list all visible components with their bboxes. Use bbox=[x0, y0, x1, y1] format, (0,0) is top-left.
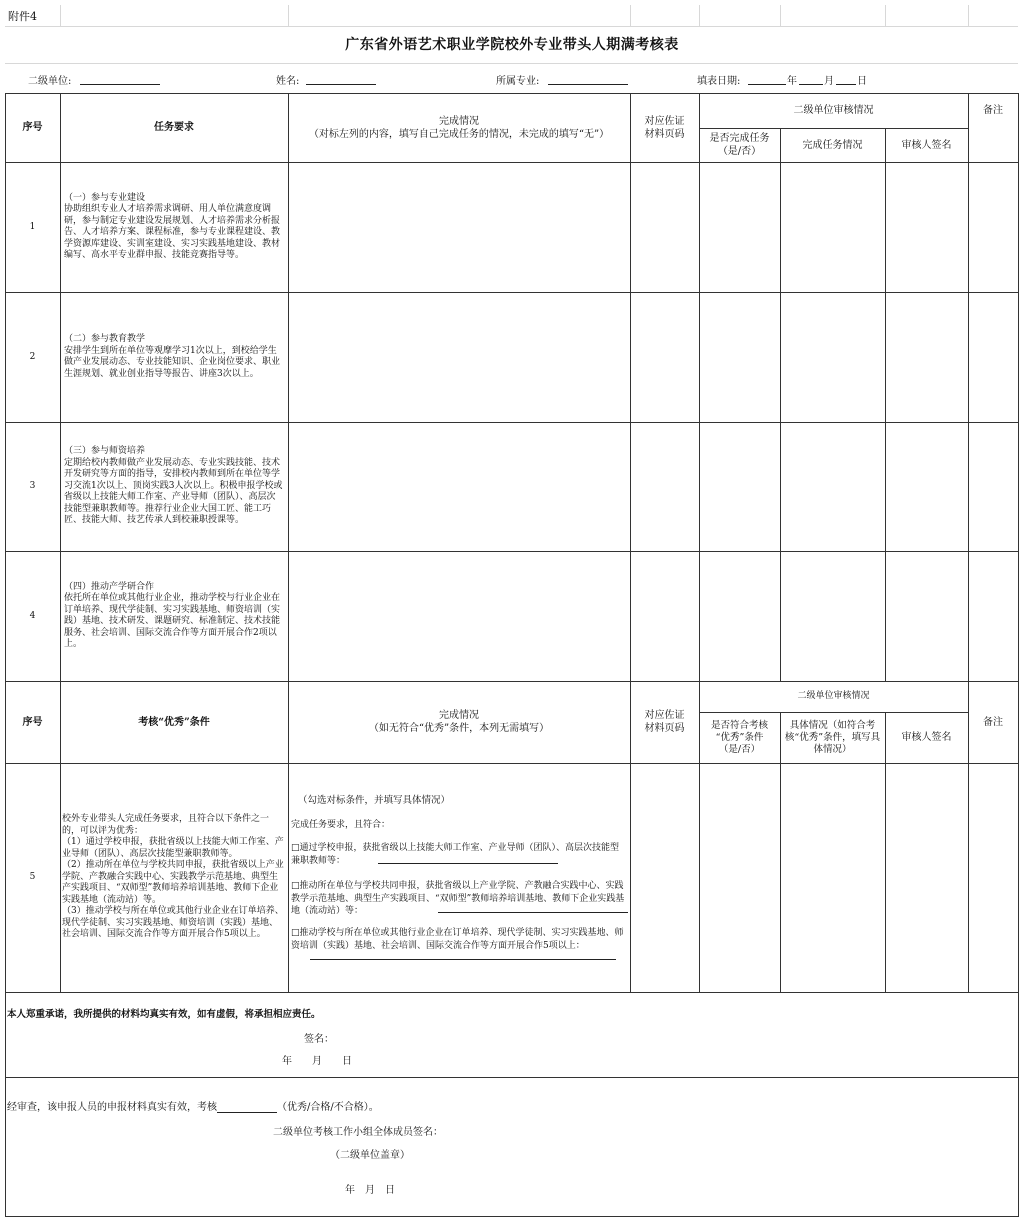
option-1-checkbox[interactable]: □通过学校申报，获批省级以上技能大师工作室、产业导师（团队）、高层次技能型兼职教师等： bbox=[291, 843, 620, 866]
table-border bbox=[885, 128, 886, 681]
table-border bbox=[780, 712, 781, 993]
table-border bbox=[968, 93, 969, 993]
row-1-completion-input[interactable] bbox=[289, 163, 629, 291]
header2-completion: 完成情况 （如无符合“优秀”条件，本列无需填写） bbox=[368, 710, 550, 734]
row-4-task: （四）推动产学研合作 依托所在单位或其他行业企业，推动学校与行业企业在订单培养、现代学徒制、实习实践基地、师资培训（实践）基地、技术研发、课题研究、标准制定、技术技能服务、社会培训、国际交流合作等方面开展合作2项以上。 bbox=[64, 581, 281, 649]
row-3-completion-input[interactable] bbox=[289, 423, 629, 550]
header-seq: 序号 bbox=[22, 122, 43, 133]
date-field-label: 填表日期: bbox=[697, 76, 741, 87]
grid-line bbox=[60, 5, 61, 27]
header2-seq: 序号 bbox=[22, 716, 43, 728]
row-4-seq: 4 bbox=[29, 610, 36, 621]
unit-field[interactable] bbox=[80, 72, 160, 85]
attachment-label: 附件4 bbox=[8, 10, 37, 23]
table-border bbox=[5, 1077, 1018, 1078]
review-members-label: 二级单位考核工作小组全体成员签名： bbox=[273, 1127, 443, 1138]
year-label: 年 bbox=[787, 76, 797, 87]
table-border bbox=[60, 93, 61, 993]
pledge-sign-label: 签名： bbox=[304, 1034, 334, 1045]
grid-line bbox=[885, 5, 886, 27]
grid-line bbox=[5, 63, 1018, 64]
table-border bbox=[780, 128, 781, 681]
date-day-field[interactable] bbox=[836, 72, 856, 85]
header-remark: 备注 bbox=[983, 105, 1003, 116]
check-intro: 完成任务要求，且符合： bbox=[291, 820, 391, 830]
option-3-blank[interactable] bbox=[310, 959, 616, 960]
name-field[interactable] bbox=[306, 72, 376, 85]
major-field-label: 所属专业: bbox=[496, 76, 540, 87]
review-text-suffix: （优秀/合格/不合格）。 bbox=[277, 1102, 379, 1113]
month-label: 月 bbox=[824, 76, 834, 87]
day-label: 日 bbox=[857, 76, 867, 87]
header-completion: 完成情况 （对标左列的内容，填写自己完成任务的情况，未完成的填写“无”） bbox=[308, 115, 610, 140]
grid-line bbox=[968, 5, 969, 27]
row-2-task: （二）参与教育教学 安排学生到所在单位等观摩学习1次以上，到校给学生做产业发展动态、专业技能知识、企业岗位要求、职业生涯规划、就业创业指导等报告、讲座3次以上。 bbox=[64, 334, 281, 379]
header-completion-status: 完成任务情况 bbox=[802, 139, 863, 151]
header-task: 任务要求 bbox=[154, 122, 194, 133]
header2-reviewer: 审核人签名 bbox=[901, 732, 952, 743]
review-statement bbox=[7, 1098, 379, 1113]
check-title: （勾选对标条件，并填写具体情况） bbox=[298, 795, 451, 806]
row-2-seq: 2 bbox=[29, 351, 36, 362]
grid-line bbox=[699, 5, 700, 27]
header2-review: 二级单位审核情况 bbox=[797, 691, 870, 701]
row-2-completion-input[interactable] bbox=[289, 293, 629, 421]
row-5-condition: 校外专业带头人完成任务要求，且符合以下条件之一的，可以评为优秀： （1）通过学校申报，获批省级以上技能大师工作室、产业导师（团队）、高层次技能型兼职教师等。 （2）推动所在单位与学校共同申报，获批省级以上产业学院、产教融合实践中心、实践教学示范基地、典型生产实践项目、“双师型”教师培养培训基地、教师下企业实践基地（流动站）等。 （3）推动学校与所在单位或其他行业企业在订单培养、现代学徒制、实习实践基地、师资培训（实践）基地、社会培训、国际交流合作等方面开展合作5项以上。 bbox=[62, 814, 284, 940]
option-2-checkbox[interactable]: □推动所在单位与学校共同申报，获批省级以上产业学院、产教融合实践中心、实践教学示范基地、典型生产实践项目、“双师型”教师培养培训基地、教师下企业实践基地（流动站）等： bbox=[291, 881, 625, 916]
header2-detail: 具体情况（如符合考核“优秀”条件，填写具体情况） bbox=[784, 719, 881, 755]
date-month-field[interactable] bbox=[799, 72, 823, 85]
row-3-task: （三）参与师资培养 定期给校内教师做产业发展动态、专业实践技能、技术开发研究等方面的指导，安排校内教师到所在单位等学习交流1次以上、顶岗实践3人次以上。积极申报学校或省级以上技能大师工作室、产业导师（团队）、高层次技能型兼职教师等。推荐行业企业大国工匠、能工巧匠、技能大师、技艺传承人到校兼职授课等。 bbox=[64, 446, 283, 526]
review-stamp-label: （二级单位盖章） bbox=[330, 1150, 410, 1161]
review-text-prefix: 经审查，该申报人员的申报材料真实有效，考核 bbox=[7, 1102, 217, 1113]
row-3-seq: 3 bbox=[29, 481, 36, 491]
header2-meets: 是否符合考核 “优秀”条件 （是/否） bbox=[710, 719, 768, 755]
row-1-task: （一）参与专业建设 协助组织专业人才培养需求调研、用人单位满意度调研，参与制定专业建设发展规划、人才培养需求分析报告、人才培养方案、课程标准，参与专业课程建设、教学资源库建设、实训室建设、实习实践基地建设、教材编写、高水平专业群申报、技能竞赛指导等。 bbox=[64, 192, 281, 260]
header2-condition: 考核“优秀”条件 bbox=[138, 716, 210, 728]
form-title: 广东省外语艺术职业学院校外专业带头人期满考核表 bbox=[345, 37, 679, 53]
header2-remark: 备注 bbox=[983, 716, 1003, 728]
table-border bbox=[5, 992, 1018, 993]
table-border bbox=[5, 1216, 1018, 1217]
major-field[interactable] bbox=[548, 72, 628, 85]
review-result-field[interactable] bbox=[217, 1101, 277, 1113]
pledge-text: 本人郑重承诺，我所提供的材料均真实有效，如有虚假，将承担相应责任。 bbox=[7, 1009, 321, 1020]
name-field-label: 姓名: bbox=[276, 76, 300, 87]
header2-evidence: 对应佐证 材料页码 bbox=[644, 710, 685, 734]
grid-line bbox=[5, 26, 1018, 27]
unit-field-label: 二级单位: bbox=[28, 76, 72, 87]
header-review: 二级单位审核情况 bbox=[793, 105, 874, 116]
header-completed: 是否完成任务 （是/否） bbox=[709, 133, 770, 157]
grid-line bbox=[780, 5, 781, 27]
table-border bbox=[699, 93, 700, 993]
date-year-field[interactable] bbox=[748, 72, 786, 85]
table-border bbox=[1018, 93, 1019, 1217]
grid-line bbox=[630, 5, 631, 27]
option-2-blank[interactable] bbox=[438, 912, 628, 913]
option-1-blank[interactable] bbox=[378, 863, 558, 864]
header-reviewer: 审核人签名 bbox=[901, 139, 952, 151]
header-evidence: 对应佐证 材料页码 bbox=[644, 115, 685, 140]
row-1-seq: 1 bbox=[29, 221, 36, 232]
option-3-checkbox[interactable]: □推动学校与所在单位或其他行业企业在订单培养、现代学徒制、实习实践基地、师资培训（实践）基地、社会培训、国际交流合作等方面开展合作5项以上： bbox=[291, 928, 624, 951]
pledge-date: 年 月 日 bbox=[282, 1056, 352, 1067]
review-date: 年 月 日 bbox=[345, 1185, 395, 1196]
row-4-completion-input[interactable] bbox=[289, 552, 629, 680]
grid-line bbox=[288, 5, 289, 27]
table-border bbox=[630, 93, 631, 993]
row-5-seq: 5 bbox=[29, 872, 36, 882]
